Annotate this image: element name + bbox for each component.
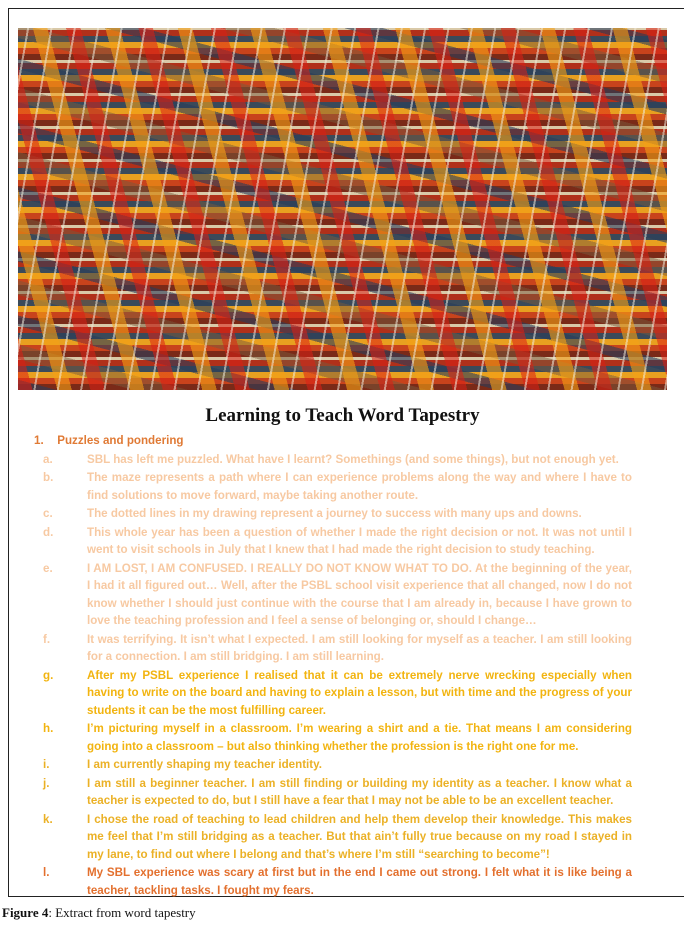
item-text: I AM LOST, I AM CONFUSED. I REALLY DO NOT KNOW WHAT TO DO. At the beginning of the year, I had it all figured out… Well, after the PSBL school visit experience that all changed, now I do not know whether I should just continue with the course that I am already in, because I have grown to love the teaching profession and I feel a sense of belonging or, should I change… [87,561,632,627]
list-item [34,756,654,774]
item-marker: b. [43,471,54,484]
item-text: My SBL experience was scary at first but in the end I came out strong. I felt what it is like being a teacher, tackling tasks. I fought my fears. [87,866,632,897]
item-marker: j. [43,776,50,790]
item-text: I chose the road of teaching to lead children and help them develop their knowledge. This makes me feel that I’m still bridging as a teacher. But that ain’t fully true because on my road I stayed in my lane, to find out where I belong and that’s where I’m still “searching to become”! [87,812,632,861]
list-item [34,720,654,755]
list-item [34,505,654,523]
list-item [34,560,654,630]
item-text: After my PSBL experience I realised that it can be extremely nerve wrecking especially when having to write on the board and having to explain a lesson, but with time and the progress of your students it can be the most fulfilling career. [87,668,632,717]
item-text: It was terrifying. It isn’t what I expected. I am still looking for myself as a teacher. I am still looking for a connection. I am still bridging. I am still learning. [87,632,632,663]
woven-tapestry-image [18,28,667,390]
item-marker: h. [43,722,54,735]
item-marker: d. [43,525,54,539]
list-item [34,775,654,810]
item-text: I am still a beginner teacher. I am still finding or building my identity as a teacher. I know what a teacher is expected to do, but I still have a fear that I may not be able to be an excellent teacher. [87,776,632,807]
item-text: SBL has left me puzzled. What have I learnt? Somethings (and some things), but not enough yet. [87,452,619,466]
list-item [34,631,654,666]
item-text: I’m picturing myself in a classroom. I’m wearing a shirt and a tie. That means I am considering going into a classroom – but also thinking whether the profession is the right one for me. [87,722,632,753]
item-marker: a. [43,452,53,466]
item-marker: k. [43,812,53,826]
list-item [34,469,654,504]
item-text: The dotted lines in my drawing represent a journey to success with many ups and downs. [87,507,582,520]
item-marker: i. [43,758,50,771]
figure-caption: Figure 4: Extract from word tapestry [2,905,196,920]
item-marker: e. [43,561,53,575]
list-item [34,667,654,720]
document-title: Learning to Teach Word Tapestry [205,405,480,426]
list-item [34,451,654,469]
item-marker: c. [43,507,53,520]
item-marker: g. [43,668,54,682]
list-item [34,864,654,899]
item-text: I am currently shaping my teacher identity. [87,758,322,771]
list-item [34,811,654,864]
item-marker: l. [43,866,50,879]
section-heading: 1. Puzzles and pondering [34,434,184,447]
item-text: This whole year has been a question of whether I made the right decision or not. It was not until I went to visit schools in July that I knew that I had made the right decision to study teaching. [87,525,632,556]
tapestry-text-list [34,432,654,899]
list-item [34,524,654,559]
item-text: The maze represents a path where I can experience problems along the way and where I have to find solutions to move forward, maybe taking another route. [87,471,632,502]
item-marker: f. [43,632,51,646]
